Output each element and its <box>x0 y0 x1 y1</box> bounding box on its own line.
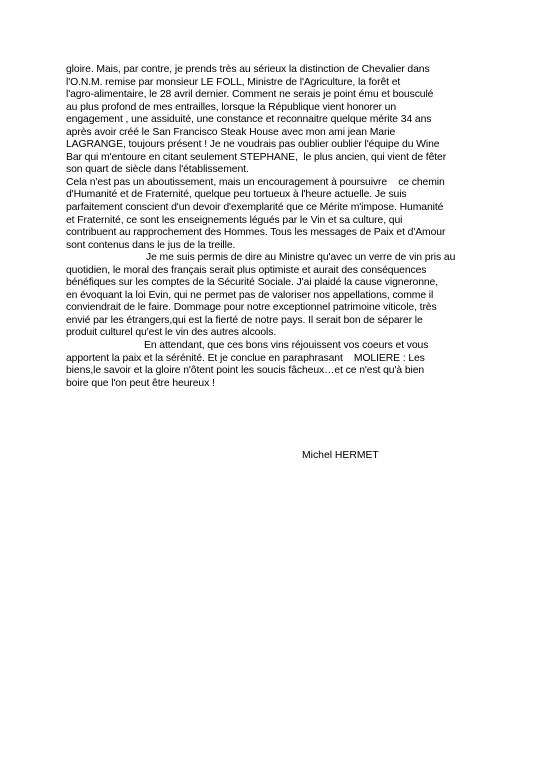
text-line: envié par les étrangers,qui est la fierté de notre pays. Il serait bon de séparer le <box>66 314 423 326</box>
text-line: Bar qui m'entoure en citant seulement STEPHANE, le plus ancien, qui vient de fêter <box>66 151 447 163</box>
text-line: apportent la paix et la sérénité. Et je conclue en paraphrasant MOLIERE : Les <box>66 352 425 364</box>
text-line: l'O.N.M. remise par monsieur LE FOLL, Ministre de l'Agriculture, la forêt et <box>66 76 401 88</box>
text-line: au plus profond de mes entrailles, lorsque la République vient honorer un <box>66 101 397 113</box>
text-line: Cela n'est pas un aboutissement, mais un encouragement à poursuivre ce chemin <box>66 176 445 188</box>
text-line: après avoir créé le San Francisco Steak House avec mon ami jean Marie <box>66 126 396 138</box>
signature: Michel HERMET <box>302 450 379 461</box>
text-line: d'Humanité et de Fraternité, quelque peu tortueux à l'heure actuelle. Je suis <box>66 189 407 201</box>
text-line: LAGRANGE, toujours présent ! Je ne voudrais pas oublier oublier l'équipe du Wine <box>66 139 440 151</box>
text-line: En attendant, que ces bons vins réjouissent vos coeurs et vous <box>144 340 429 352</box>
text-line: biens,le savoir et la gloire n'ôtent point les soucis fâcheux…et ce n'est qu'à bien <box>66 365 425 377</box>
text-line: l'agro-alimentaire, le 28 avril dernier. Comment ne serais je point ému et bousculé <box>66 89 434 101</box>
text-line: et Fraternité, ce sont les enseignements légués par le Vin et sa culture, qui <box>66 214 403 226</box>
text-line: bénéfiques sur les comptes de la Sécurité Sociale. J'ai plaidé la cause vigneronne, <box>66 277 439 289</box>
text-line: en évoquant la loi Evin, qui ne permet pas de valoriser nos appellations, comme il <box>66 289 434 301</box>
text-line: quotidien, le moral des français serait plus optimiste et aurait des conséquences <box>66 264 427 276</box>
text-line: contribuent au rapprochement des Hommes. Tous les messages de Paix et d'Amour <box>66 227 446 239</box>
text-line: parfaitement conscient d'un devoir d'exemplarité que ce Mérite m'impose. Humanité <box>66 202 444 214</box>
text-line: gloire. Mais, par contre, je prends très au sérieux la distinction de Chevalier dans <box>66 64 430 75</box>
letter-body <box>66 64 496 390</box>
text-line: boire que l'on peut être heureux ! <box>66 377 215 389</box>
text-line: sont contenus dans le jus de la treille. <box>66 239 236 251</box>
text-line: son quart de siècle dans l'établissement. <box>66 164 249 176</box>
text-line: Je me suis permis de dire au Ministre qu'avec un verre de vin pris au <box>146 252 456 264</box>
text-line: produit culturel qu'est le vin des autres alcools. <box>66 327 277 339</box>
text-line: engagement , une assiduité, une constance et reconnaitre quelque mérite 34 ans <box>66 114 432 126</box>
text-line: conviendrait de le faire. Dommage pour notre exceptionnel patrimoine viticole, très <box>66 302 437 314</box>
